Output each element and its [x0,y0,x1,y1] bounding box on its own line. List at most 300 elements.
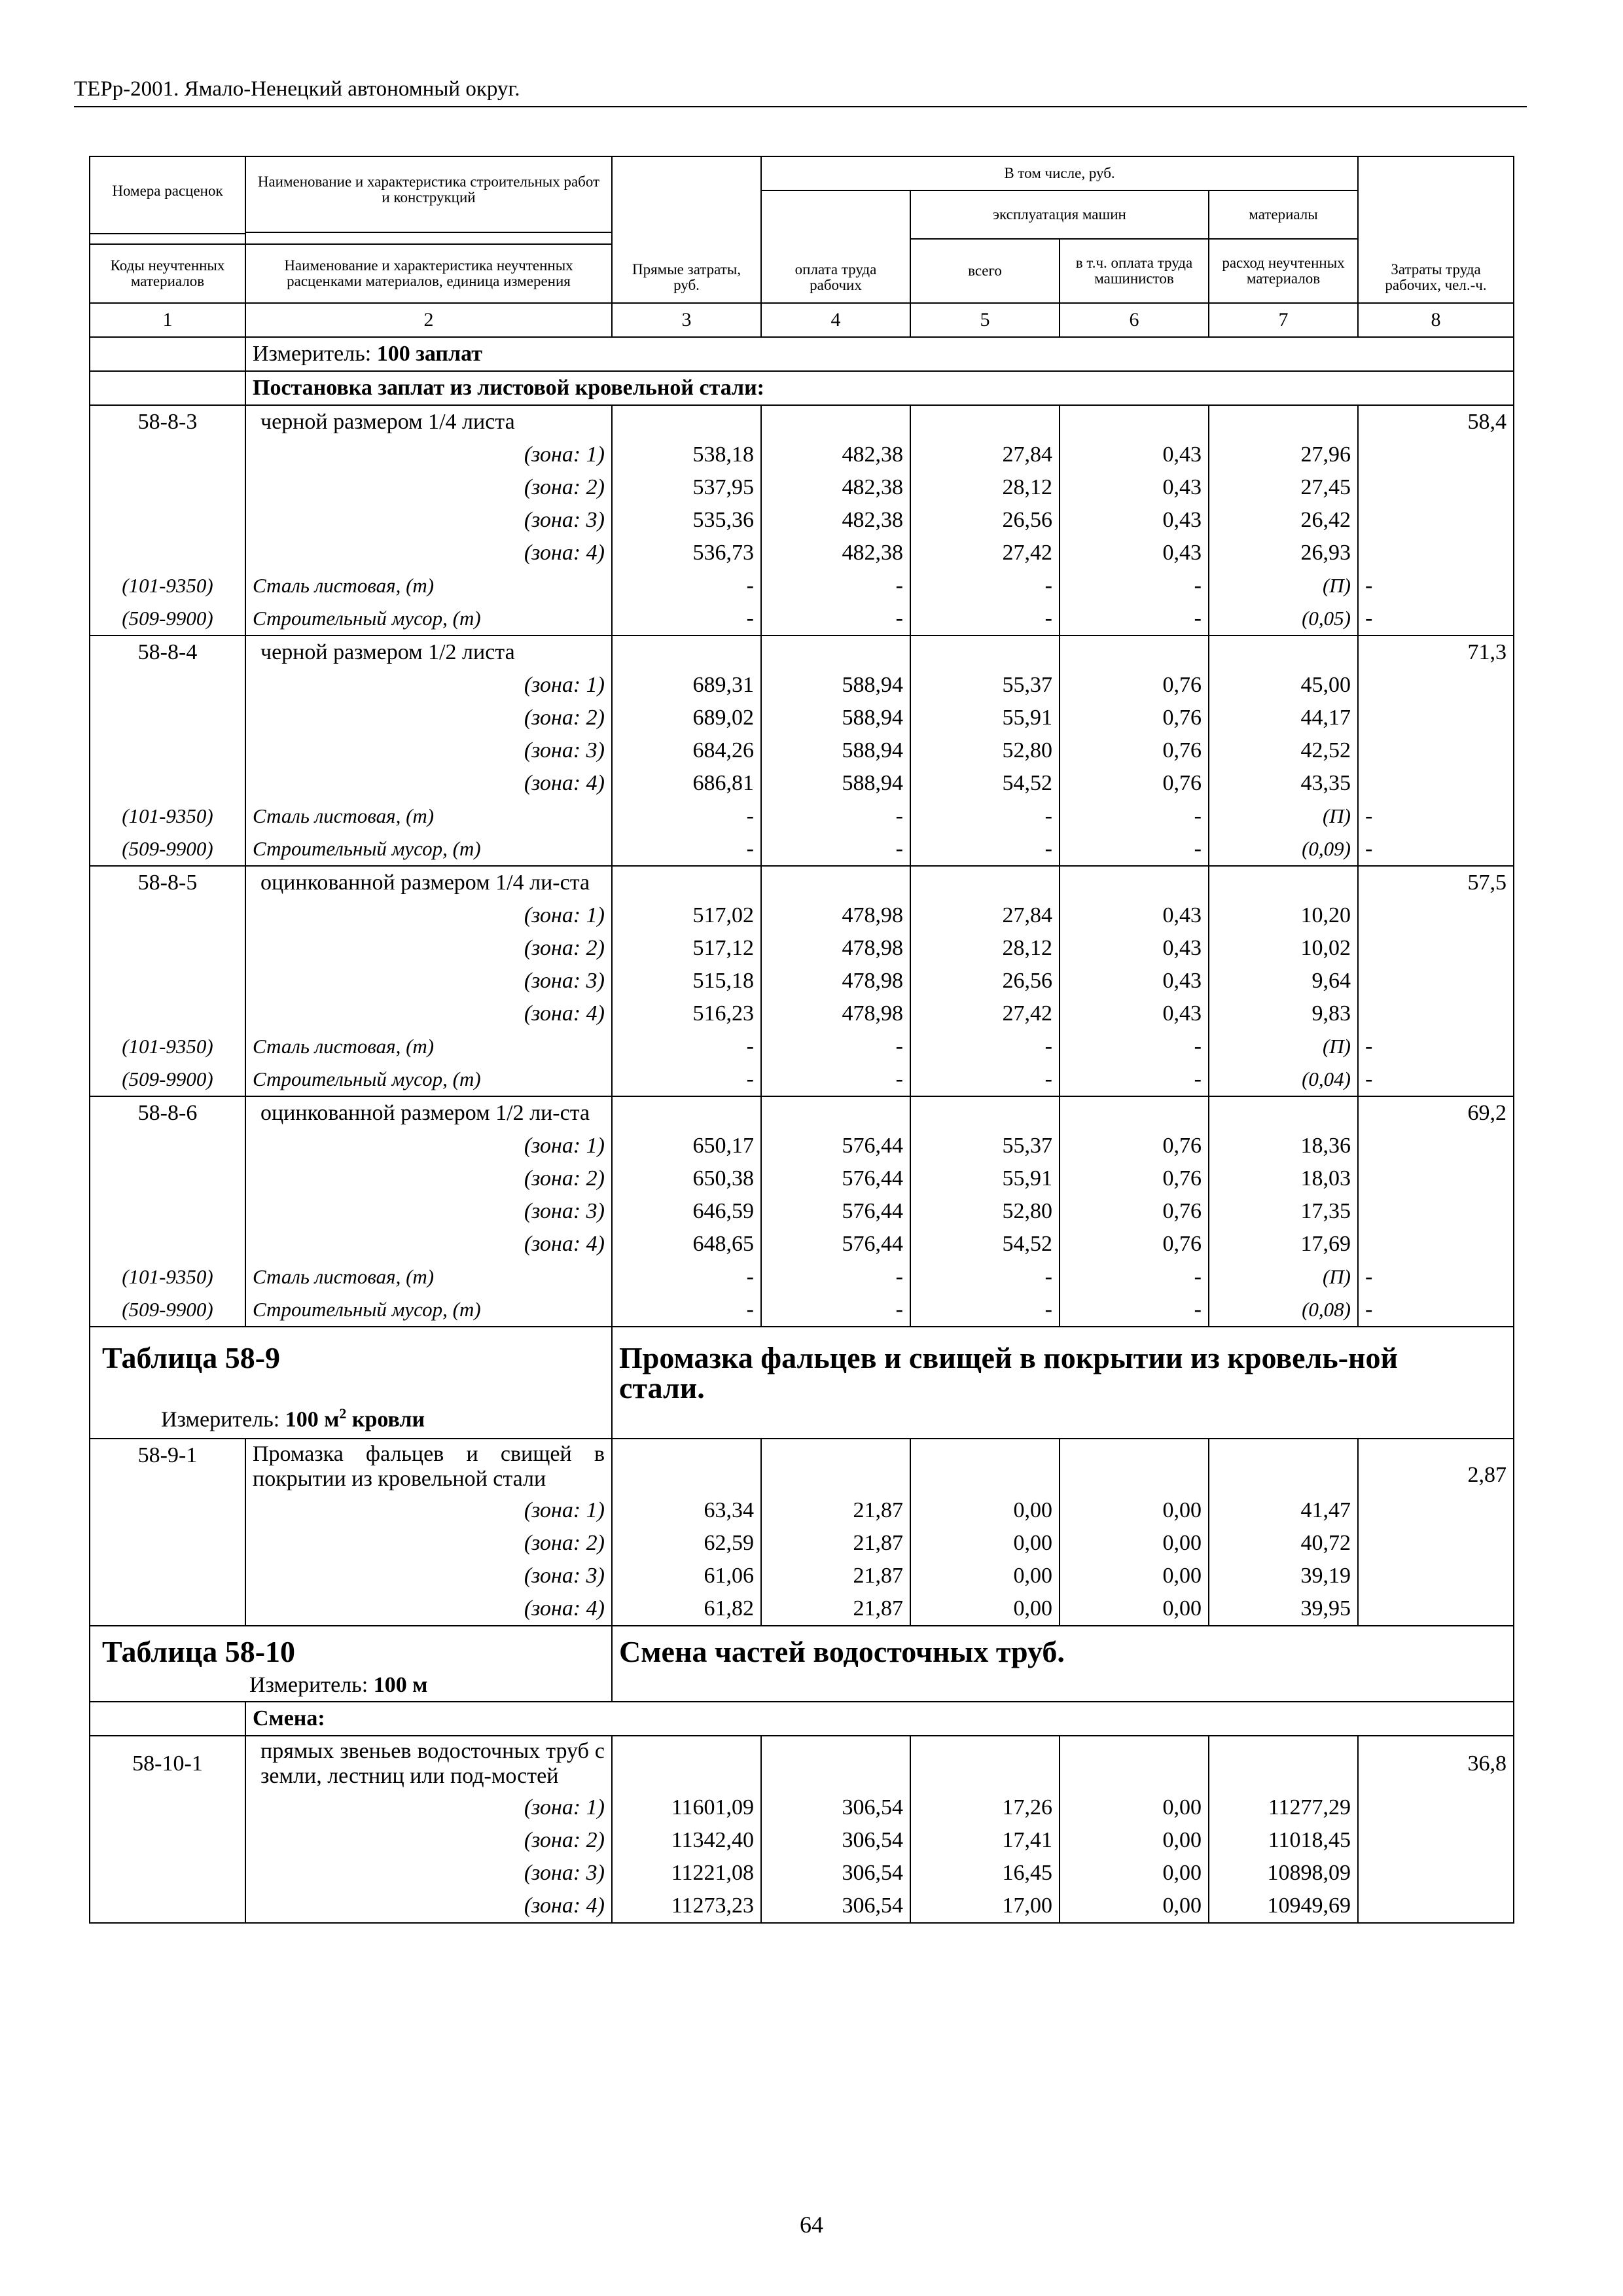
value-cell: 516,23 [612,997,761,1030]
labor-blank [1358,471,1514,504]
blank-cell [910,1736,1060,1791]
labor-blank [1358,767,1514,800]
dash-cell: - [761,1063,910,1096]
material-name: Сталь листовая, (т) [245,569,612,602]
value-cell: 11273,23 [612,1890,761,1923]
document-header: ТЕРр-2001. Ямало-Ненецкий автономный округ. [74,77,520,101]
rate-row [90,1439,1514,1494]
dash-cell: - [1060,833,1209,866]
value-cell: 576,44 [761,1228,910,1261]
zone-label: (зона: 2) [245,932,612,965]
blank-cell [761,1736,910,1791]
value-cell: 482,38 [761,439,910,471]
material-code: (509-9900) [90,833,245,866]
material-labor: - [1358,833,1514,866]
material-name: Строительный мусор, (т) [245,602,612,636]
value-cell: 0,76 [1060,1130,1209,1162]
meter-prefix: Измеритель: [253,342,372,366]
blank-cell [612,405,761,439]
zone-label: (зона: 3) [245,965,612,997]
zone-label: (зона: 2) [245,1162,612,1195]
value-cell: 26,93 [1209,537,1358,569]
value-cell: 588,94 [761,702,910,734]
material-qty: (0,04) [1209,1063,1358,1096]
zone-row [90,1162,1514,1195]
value-cell: 63,34 [612,1494,761,1527]
zone-label: (зона: 1) [245,1791,612,1824]
meter-row-1-blank [90,337,245,371]
value-cell: 0,76 [1060,1228,1209,1261]
group-row-2 [90,1702,1514,1736]
rate-name: прямых звеньев водосточных труб с земли, лестниц или под-мостей [245,1736,612,1791]
material-qty: (П) [1209,1261,1358,1293]
value-cell: 689,02 [612,702,761,734]
labor-blank [1358,1195,1514,1228]
value-cell: 684,26 [612,734,761,767]
material-qty: (П) [1209,1030,1358,1063]
col-header-direct-costs: Прямые затраты, руб. [612,156,761,303]
labor-blank [1358,932,1514,965]
code-blank [90,1494,245,1527]
code-blank [90,1857,245,1890]
table-58-10-title: Смена частей водосточных труб. [612,1626,1514,1702]
value-cell: 588,94 [761,734,910,767]
value-cell: 478,98 [761,899,910,932]
zone-label: (зона: 1) [245,1494,612,1527]
value-cell: 306,54 [761,1857,910,1890]
value-cell: 536,73 [612,537,761,569]
col-header-2a-cell [245,156,612,244]
col-header-wages: оплата труда рабочих [761,190,910,303]
code-blank [90,1130,245,1162]
value-cell: 52,80 [910,734,1060,767]
value-cell: 21,87 [761,1527,910,1560]
value-cell: 0,43 [1060,439,1209,471]
value-cell: 26,56 [910,504,1060,537]
group-title: Смена: [253,1706,325,1731]
value-cell: 9,83 [1209,997,1358,1030]
value-cell: 9,64 [1209,965,1358,997]
rate-name: черной размером 1/4 листа [245,405,612,439]
material-qty: (П) [1209,569,1358,602]
blank-cell [612,1736,761,1791]
code-blank [90,1228,245,1261]
rate-row [90,636,1514,669]
zone-label: (зона: 1) [245,1130,612,1162]
value-cell: 18,36 [1209,1130,1358,1162]
dash-cell: - [761,1293,910,1327]
value-cell: 54,52 [910,1228,1060,1261]
value-cell: 55,37 [910,669,1060,702]
dash-cell: - [612,569,761,602]
col-header-material-use: расход неучтенных материалов [1209,239,1358,303]
zone-row [90,471,1514,504]
blank-cell [1209,1439,1358,1494]
dash-cell: - [1060,800,1209,833]
zone-label: (зона: 2) [245,1527,612,1560]
value-cell: 61,82 [612,1592,761,1626]
zone-row [90,1824,1514,1857]
table-58-10-left [90,1626,612,1702]
rate-code: 58-8-6 [90,1096,245,1130]
labor-blank [1358,899,1514,932]
blank-cell [761,405,910,439]
meter-prefix: Измеритель: [161,1407,280,1432]
value-cell: 646,59 [612,1195,761,1228]
blank-cell [761,1439,910,1494]
labor-blank [1358,1162,1514,1195]
blank-cell [612,866,761,899]
col-header-codes: Коды неучтенных материалов [90,244,245,303]
zone-label: (зона: 2) [245,1824,612,1857]
zone-label: (зона: 3) [245,734,612,767]
labor-blank [1358,1560,1514,1592]
code-blank [90,702,245,734]
value-cell: 0,00 [1060,1890,1209,1923]
value-cell: 0,76 [1060,702,1209,734]
meter-prefix: Измеритель: [249,1673,368,1698]
table-58-9-meter [102,1401,599,1433]
code-blank [90,537,245,569]
material-labor: - [1358,1063,1514,1096]
material-code: (509-9900) [90,1293,245,1327]
value-cell: 0,00 [910,1592,1060,1626]
value-cell: 40,72 [1209,1527,1358,1560]
material-labor: - [1358,800,1514,833]
value-cell: 11601,09 [612,1791,761,1824]
material-name: Строительный мусор, (т) [245,1293,612,1327]
blank-cell [1209,866,1358,899]
blank-cell [1209,405,1358,439]
zone-label: (зона: 3) [245,1195,612,1228]
material-qty: (0,08) [1209,1293,1358,1327]
value-cell: 648,65 [612,1228,761,1261]
table-58-10-heading [90,1626,1514,1702]
zone-row [90,1494,1514,1527]
dash-cell: - [1060,1261,1209,1293]
blank-cell [612,1096,761,1130]
code-blank [90,1195,245,1228]
value-cell: 11018,45 [1209,1824,1358,1857]
material-name: Сталь листовая, (т) [245,1261,612,1293]
rate-name: оцинкованной размером 1/2 ли-ста [245,1096,612,1130]
blank-cell [1209,1736,1358,1791]
rate-code: 58-10-1 [90,1736,245,1791]
value-cell: 55,91 [910,1162,1060,1195]
price-table [89,156,1514,1924]
material-labor: - [1358,569,1514,602]
labor-blank [1358,1890,1514,1923]
blank-cell [1060,636,1209,669]
blank-cell [612,636,761,669]
col-header-1a-cell [90,156,245,244]
value-cell: 17,00 [910,1890,1060,1923]
value-cell: 61,06 [612,1560,761,1592]
zone-row [90,504,1514,537]
dash-cell: - [1060,569,1209,602]
zone-label: (зона: 1) [245,899,612,932]
blank-cell [761,636,910,669]
material-row [90,800,1514,833]
value-cell: 27,42 [910,537,1060,569]
code-blank [90,1162,245,1195]
material-row [90,1030,1514,1063]
labor-value: 58,4 [1358,405,1514,439]
value-cell: 27,96 [1209,439,1358,471]
labor-value: 2,87 [1358,1439,1514,1494]
zone-row [90,1527,1514,1560]
labor-blank [1358,504,1514,537]
dash-cell: - [910,1030,1060,1063]
value-cell: 0,76 [1060,767,1209,800]
col-num-3: 3 [612,303,761,337]
value-cell: 0,00 [910,1560,1060,1592]
value-cell: 17,35 [1209,1195,1358,1228]
labor-blank [1358,1527,1514,1560]
dash-cell: - [910,1261,1060,1293]
labor-blank [1358,537,1514,569]
value-cell: 306,54 [761,1824,910,1857]
zone-row [90,1228,1514,1261]
material-row [90,1261,1514,1293]
table-58-9-label: Таблица 58-9 [102,1341,281,1374]
dash-cell: - [761,1261,910,1293]
zone-row [90,1890,1514,1923]
value-cell: 10,02 [1209,932,1358,965]
value-cell: 482,38 [761,471,910,504]
material-row [90,1293,1514,1327]
dash-cell: - [910,1063,1060,1096]
value-cell: 0,00 [1060,1857,1209,1890]
dash-cell: - [761,602,910,636]
table-58-9-left [90,1327,612,1439]
value-cell: 535,36 [612,504,761,537]
value-cell: 650,17 [612,1130,761,1162]
value-cell: 588,94 [761,767,910,800]
table-58-9-heading [90,1327,1514,1439]
code-blank [90,669,245,702]
rate-row [90,866,1514,899]
blank-cell [612,1439,761,1494]
blank-cell [910,636,1060,669]
blank-cell [1209,1096,1358,1130]
zone-label: (зона: 2) [245,702,612,734]
value-cell: 27,45 [1209,471,1358,504]
material-code: (101-9350) [90,1261,245,1293]
value-cell: 55,37 [910,1130,1060,1162]
code-blank [90,1527,245,1560]
dash-cell: - [612,602,761,636]
rate-row [90,1736,1514,1791]
value-cell: 0,00 [1060,1592,1209,1626]
zone-label: (зона: 4) [245,1592,612,1626]
material-labor: - [1358,1293,1514,1327]
value-cell: 17,41 [910,1824,1060,1857]
value-cell: 650,38 [612,1162,761,1195]
labor-blank [1358,734,1514,767]
value-cell: 0,76 [1060,669,1209,702]
labor-blank [1358,965,1514,997]
dash-cell: - [612,1030,761,1063]
dash-cell: - [910,1293,1060,1327]
value-cell: 306,54 [761,1890,910,1923]
value-cell: 0,43 [1060,537,1209,569]
labor-value: 36,8 [1358,1736,1514,1791]
material-code: (509-9900) [90,602,245,636]
value-cell: 517,02 [612,899,761,932]
page-number: 64 [800,2212,823,2238]
value-cell: 26,42 [1209,504,1358,537]
value-cell: 576,44 [761,1162,910,1195]
dash-cell: - [910,833,1060,866]
blank-cell [1060,1439,1209,1494]
table-58-10-label: Таблица 58-10 [102,1635,296,1669]
zone-label: (зона: 4) [245,997,612,1030]
value-cell: 62,59 [612,1527,761,1560]
table-body [90,156,1514,1923]
zone-label: (зона: 4) [245,767,612,800]
dash-cell: - [612,1261,761,1293]
blank-cell [761,1096,910,1130]
code-blank [90,1824,245,1857]
value-cell: 26,56 [910,965,1060,997]
dash-cell: - [1060,602,1209,636]
value-cell: 39,19 [1209,1560,1358,1592]
value-cell: 55,91 [910,702,1060,734]
value-cell: 27,84 [910,899,1060,932]
blank-cell [910,405,1060,439]
code-blank [90,471,245,504]
group-row-1-blank [90,371,245,405]
value-cell: 11277,29 [1209,1791,1358,1824]
value-cell: 478,98 [761,965,910,997]
value-cell: 686,81 [612,767,761,800]
dash-cell: - [612,1293,761,1327]
col-num-2: 2 [245,303,612,337]
zone-row [90,1195,1514,1228]
code-blank [90,932,245,965]
material-qty: (П) [1209,800,1358,833]
code-blank [90,1592,245,1626]
col-header-labor: Затраты труда рабочих, чел.-ч. [1358,156,1514,303]
zone-row [90,932,1514,965]
value-cell: 18,03 [1209,1162,1358,1195]
material-code: (101-9350) [90,800,245,833]
value-cell: 43,35 [1209,767,1358,800]
value-cell: 0,00 [1060,1791,1209,1824]
code-blank [90,439,245,471]
dash-cell: - [910,602,1060,636]
zone-label: (зона: 2) [245,471,612,504]
value-cell: 0,00 [910,1494,1060,1527]
code-blank [90,965,245,997]
code-blank [90,899,245,932]
material-labor: - [1358,602,1514,636]
dash-cell: - [761,569,910,602]
value-cell: 17,26 [910,1791,1060,1824]
material-row [90,602,1514,636]
labor-blank [1358,1494,1514,1527]
value-cell: 0,00 [910,1527,1060,1560]
zone-label: (зона: 4) [245,537,612,569]
value-cell: 478,98 [761,997,910,1030]
col-header-machines: эксплуатация машин [910,190,1209,239]
value-cell: 21,87 [761,1592,910,1626]
table-58-10-meter [102,1672,599,1698]
value-cell: 10949,69 [1209,1890,1358,1923]
labor-blank [1358,702,1514,734]
labor-value: 69,2 [1358,1096,1514,1130]
blank-cell [1060,1736,1209,1791]
value-cell: 0,43 [1060,471,1209,504]
labor-blank [1358,1228,1514,1261]
blank-cell [910,866,1060,899]
group-row-1-text [245,371,1514,405]
zone-row [90,965,1514,997]
zone-label: (зона: 1) [245,439,612,471]
col-num-8: 8 [1358,303,1514,337]
value-cell: 21,87 [761,1494,910,1527]
material-name: Строительный мусор, (т) [245,1063,612,1096]
value-cell: 515,18 [612,965,761,997]
zone-label: (зона: 4) [245,1228,612,1261]
dash-cell: - [612,800,761,833]
value-cell: 0,76 [1060,1162,1209,1195]
value-cell: 41,47 [1209,1494,1358,1527]
zone-label: (зона: 3) [245,1857,612,1890]
blank-cell [1060,405,1209,439]
value-cell: 11342,40 [612,1824,761,1857]
value-cell: 576,44 [761,1195,910,1228]
material-labor: - [1358,1030,1514,1063]
rate-name: Промазка фальцев и свищей в покрытии из кровельной стали [245,1439,612,1494]
blank-cell [910,1096,1060,1130]
material-row [90,569,1514,602]
value-cell: 0,43 [1060,997,1209,1030]
value-cell: 21,87 [761,1560,910,1592]
value-cell: 16,45 [910,1857,1060,1890]
blank-cell [910,1439,1060,1494]
value-cell: 0,43 [1060,504,1209,537]
table-58-9-title: Промазка фальцев и свищей в покрытии из кровель-ной стали. [612,1327,1514,1439]
meter-value: 100 заплат [376,342,482,366]
meter-value: 100 м [373,1673,428,1698]
group-row-2-blank [90,1702,245,1736]
value-cell: 537,95 [612,471,761,504]
rate-code: 58-8-4 [90,636,245,669]
code-blank [90,997,245,1030]
labor-blank [1358,669,1514,702]
value-cell: 17,69 [1209,1228,1358,1261]
value-cell: 306,54 [761,1791,910,1824]
labor-blank [1358,1130,1514,1162]
labor-blank [1358,997,1514,1030]
dash-cell: - [1060,1063,1209,1096]
material-code: (101-9350) [90,1030,245,1063]
col-num-5: 5 [910,303,1060,337]
value-cell: 588,94 [761,669,910,702]
material-row [90,833,1514,866]
code-blank [90,1791,245,1824]
value-cell: 28,12 [910,932,1060,965]
zone-row [90,702,1514,734]
value-cell: 11221,08 [612,1857,761,1890]
value-cell: 10,20 [1209,899,1358,932]
col-header-works: Наименование и характеристика строительных работ и конструкций [246,161,611,233]
labor-blank [1358,1857,1514,1890]
rate-name: оцинкованной размером 1/4 ли-ста [245,866,612,899]
value-cell: 0,76 [1060,1195,1209,1228]
